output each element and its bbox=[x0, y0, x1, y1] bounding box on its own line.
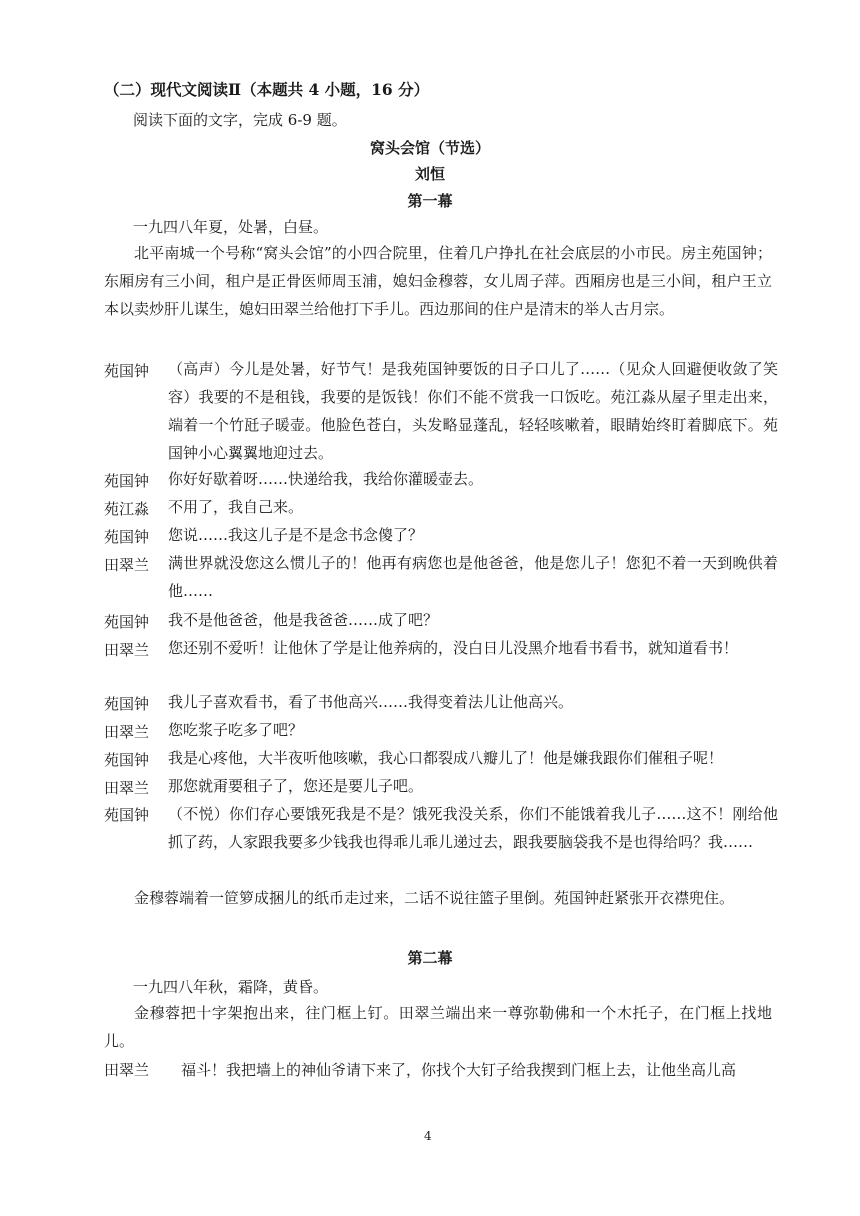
act2-intro: 金穆蓉把十字架抱出来，往门框上钉。田翠兰端出来一尊弥勒佛和一个木托子，在门框上找地儿。 bbox=[104, 1004, 772, 1050]
dialogue-text: 您说……我这儿子是不是念书念傻了？ bbox=[168, 526, 424, 544]
dialogue-text: 福斗！我把墙上的神仙爷请下来了，你找个大钉子给我揳到门框上去，让他坐高儿高 bbox=[181, 1061, 737, 1079]
dialogue-text: （不悦）你们存心要饿死我是不是？饿死我没关系，你们不能饿着我儿子……这不！刚给他抓了药，人家跟我要多少钱我也得乖儿乖儿递过去，跟我要脑袋我不是也得给吗？我…… bbox=[168, 805, 778, 851]
dialogue-text: 不用了，我自己来。 bbox=[168, 498, 304, 516]
page-number: 4 bbox=[424, 1129, 432, 1143]
act2-heading: 第二幕 bbox=[407, 949, 453, 967]
act1-heading: 第一幕 bbox=[407, 192, 453, 210]
dialogue-text: 您吃浆子吃多了吧？ bbox=[168, 721, 304, 739]
dialogue-text: 我是心疼他，大半夜听他咳嗽，我心口都裂成八瓣儿了！他是嫌我跟你们催租子呢！ bbox=[168, 749, 724, 767]
act1-setting: 一九四八年夏，处暑，白昼。 bbox=[133, 218, 329, 236]
dialogue-speaker: 田翠兰 bbox=[104, 641, 150, 659]
dialogue-text: 那您就甭要租子了，您还是要儿子吧。 bbox=[168, 777, 424, 795]
dialogue-text: 我不是他爸爸，他是我爸爸……成了吧？ bbox=[168, 611, 439, 629]
dialogue-speaker: 苑国钟 bbox=[104, 751, 150, 769]
dialogue-speaker: 苑国钟 bbox=[104, 695, 150, 713]
dialogue-text: 您还别不爱听！让他休了学是让他养病的，没白日儿没黑介地看书看书，就知道看书！ bbox=[168, 639, 739, 657]
dialogue-text: 你好好歇着呀……快递给我，我给你灌暖壶去。 bbox=[168, 470, 484, 488]
work-author: 刘恒 bbox=[414, 165, 445, 183]
instruction-text: 阅读下面的文字，完成 6-9 题。 bbox=[133, 111, 347, 129]
dialogue-speaker: 田翠兰 bbox=[104, 556, 150, 574]
dialogue-speaker: 苑国钟 bbox=[104, 613, 150, 631]
dialogue-text: 我儿子喜欢看书，看了书他高兴……我得变着法儿让他高兴。 bbox=[168, 693, 574, 711]
dialogue-speaker: 田翠兰 bbox=[104, 779, 150, 797]
section-heading: （二）现代文阅读Ⅱ（本题共 4 小题，16 分） bbox=[104, 80, 430, 99]
act2-setting: 一九四八年秋，霜降，黄昏。 bbox=[133, 978, 329, 996]
dialogue-speaker: 苑国钟 bbox=[104, 806, 150, 824]
dialogue-speaker: 苑国钟 bbox=[104, 528, 150, 546]
dialogue-speaker: 田翠兰 bbox=[104, 723, 150, 741]
act1-closing: 金穆蓉端着一笸箩成捆儿的纸币走过来，二话不说往篮子里倒。苑国钟赶紧张开衣襟兜住。 bbox=[134, 889, 735, 907]
work-title: 窝头会馆（节选） bbox=[369, 139, 490, 157]
dialogue-text: 满世界就没您这么惯儿子的！他再有病您也是他爸爸，他是您儿子！您犯不着一天到晚供着他…… bbox=[168, 554, 778, 600]
dialogue-speaker: 苑江淼 bbox=[104, 500, 150, 518]
dialogue-speaker: 田翠兰 bbox=[104, 1061, 150, 1079]
dialogue-text: （高声）今儿是处暑，好节气！是我苑国钟要饭的日子口儿了……（见众人回避便收敛了笑容）我要的不是租钱，我要的是饭钱！你们不能不赏我一口饭吃。苑江淼从屋子里走出来，端着一个竹瓩子暖壶。他脸色苍白，头发略显蓬乱，轻轻咳嗽着，眼睛始终盯着脚底下。苑国钟小心翼翼地迎过去。 bbox=[168, 360, 778, 462]
dialogue-speaker: 苑国钟 bbox=[104, 472, 150, 490]
act1-intro: 北平南城一个号称“窝头会馆”的小四合院里，住着几户挣扎在社会底层的小市民。房主苑国钟；东厢房有三小间，租户是正骨医师周玉浦，媳妇金穆蓉，女儿周子萍。西厢房也是三小间，租户王立本以卖炒肝儿谋生，媳妇田翠兰给他打下手儿。西边那间的住户是清末的举人古月宗。 bbox=[104, 244, 772, 318]
dialogue-speaker: 苑国钟 bbox=[104, 362, 150, 380]
